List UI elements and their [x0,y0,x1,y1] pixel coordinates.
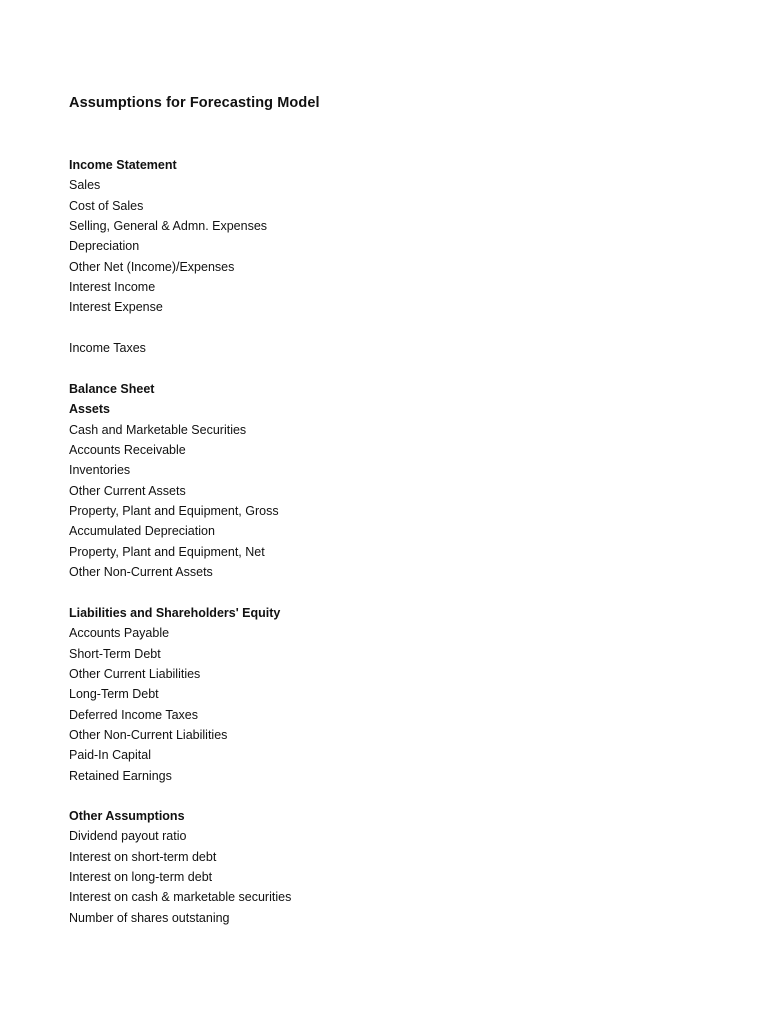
income-statement-item: Selling, General & Admn. Expenses [69,219,268,234]
income-statement-item: Sales [69,178,101,193]
income-statement-item: Interest Income [69,280,156,295]
other-assumption-item: Interest on short-term debt [69,849,217,864]
liability-item: Paid-In Capital [69,748,151,763]
other-assumptions-section [69,806,291,928]
liability-item: Retained Earnings [69,768,172,783]
income-statement-section [69,155,267,318]
other-assumption-item: Dividend payout ratio [69,829,187,844]
balance-sheet-heading: Balance Sheet [69,382,155,396]
asset-item: Property, Plant and Equipment, Net [69,544,265,559]
income-taxes-item: Income Taxes [69,341,146,355]
assets-heading: Assets [69,402,110,417]
income-taxes-section [69,338,146,358]
liabilities-heading: Liabilities and Shareholders' Equity [69,606,281,620]
document-title: Assumptions for Forecasting Model [69,95,320,111]
other-assumptions-heading: Other Assumptions [69,809,185,823]
income-statement-item: Depreciation [69,239,140,254]
other-assumption-item: Number of shares outstaning [69,910,230,925]
liability-item: Deferred Income Taxes [69,707,198,722]
liabilities-section [69,603,280,786]
liability-item: Long-Term Debt [69,687,159,702]
liability-item: Other Non-Current Liabilities [69,728,228,743]
income-statement-item: Interest Expense [69,300,163,315]
asset-item: Inventories [69,463,131,478]
asset-item: Property, Plant and Equipment, Gross [69,504,279,519]
asset-item: Other Non-Current Assets [69,565,213,580]
asset-item: Cash and Marketable Securities [69,422,247,437]
balance-sheet-section [69,379,279,582]
income-statement-item: Cost of Sales [69,198,144,213]
liability-item: Accounts Payable [69,626,170,641]
liability-item: Other Current Liabilities [69,667,201,682]
income-statement-item: Other Net (Income)/Expenses [69,259,235,274]
asset-item: Accumulated Depreciation [69,524,215,539]
other-assumption-item: Interest on cash & marketable securities [69,890,292,905]
other-assumption-item: Interest on long-term debt [69,870,213,885]
liability-item: Short-Term Debt [69,646,161,661]
income-statement-heading: Income Statement [69,158,177,172]
asset-item: Accounts Receivable [69,443,186,458]
asset-item: Other Current Assets [69,483,186,498]
